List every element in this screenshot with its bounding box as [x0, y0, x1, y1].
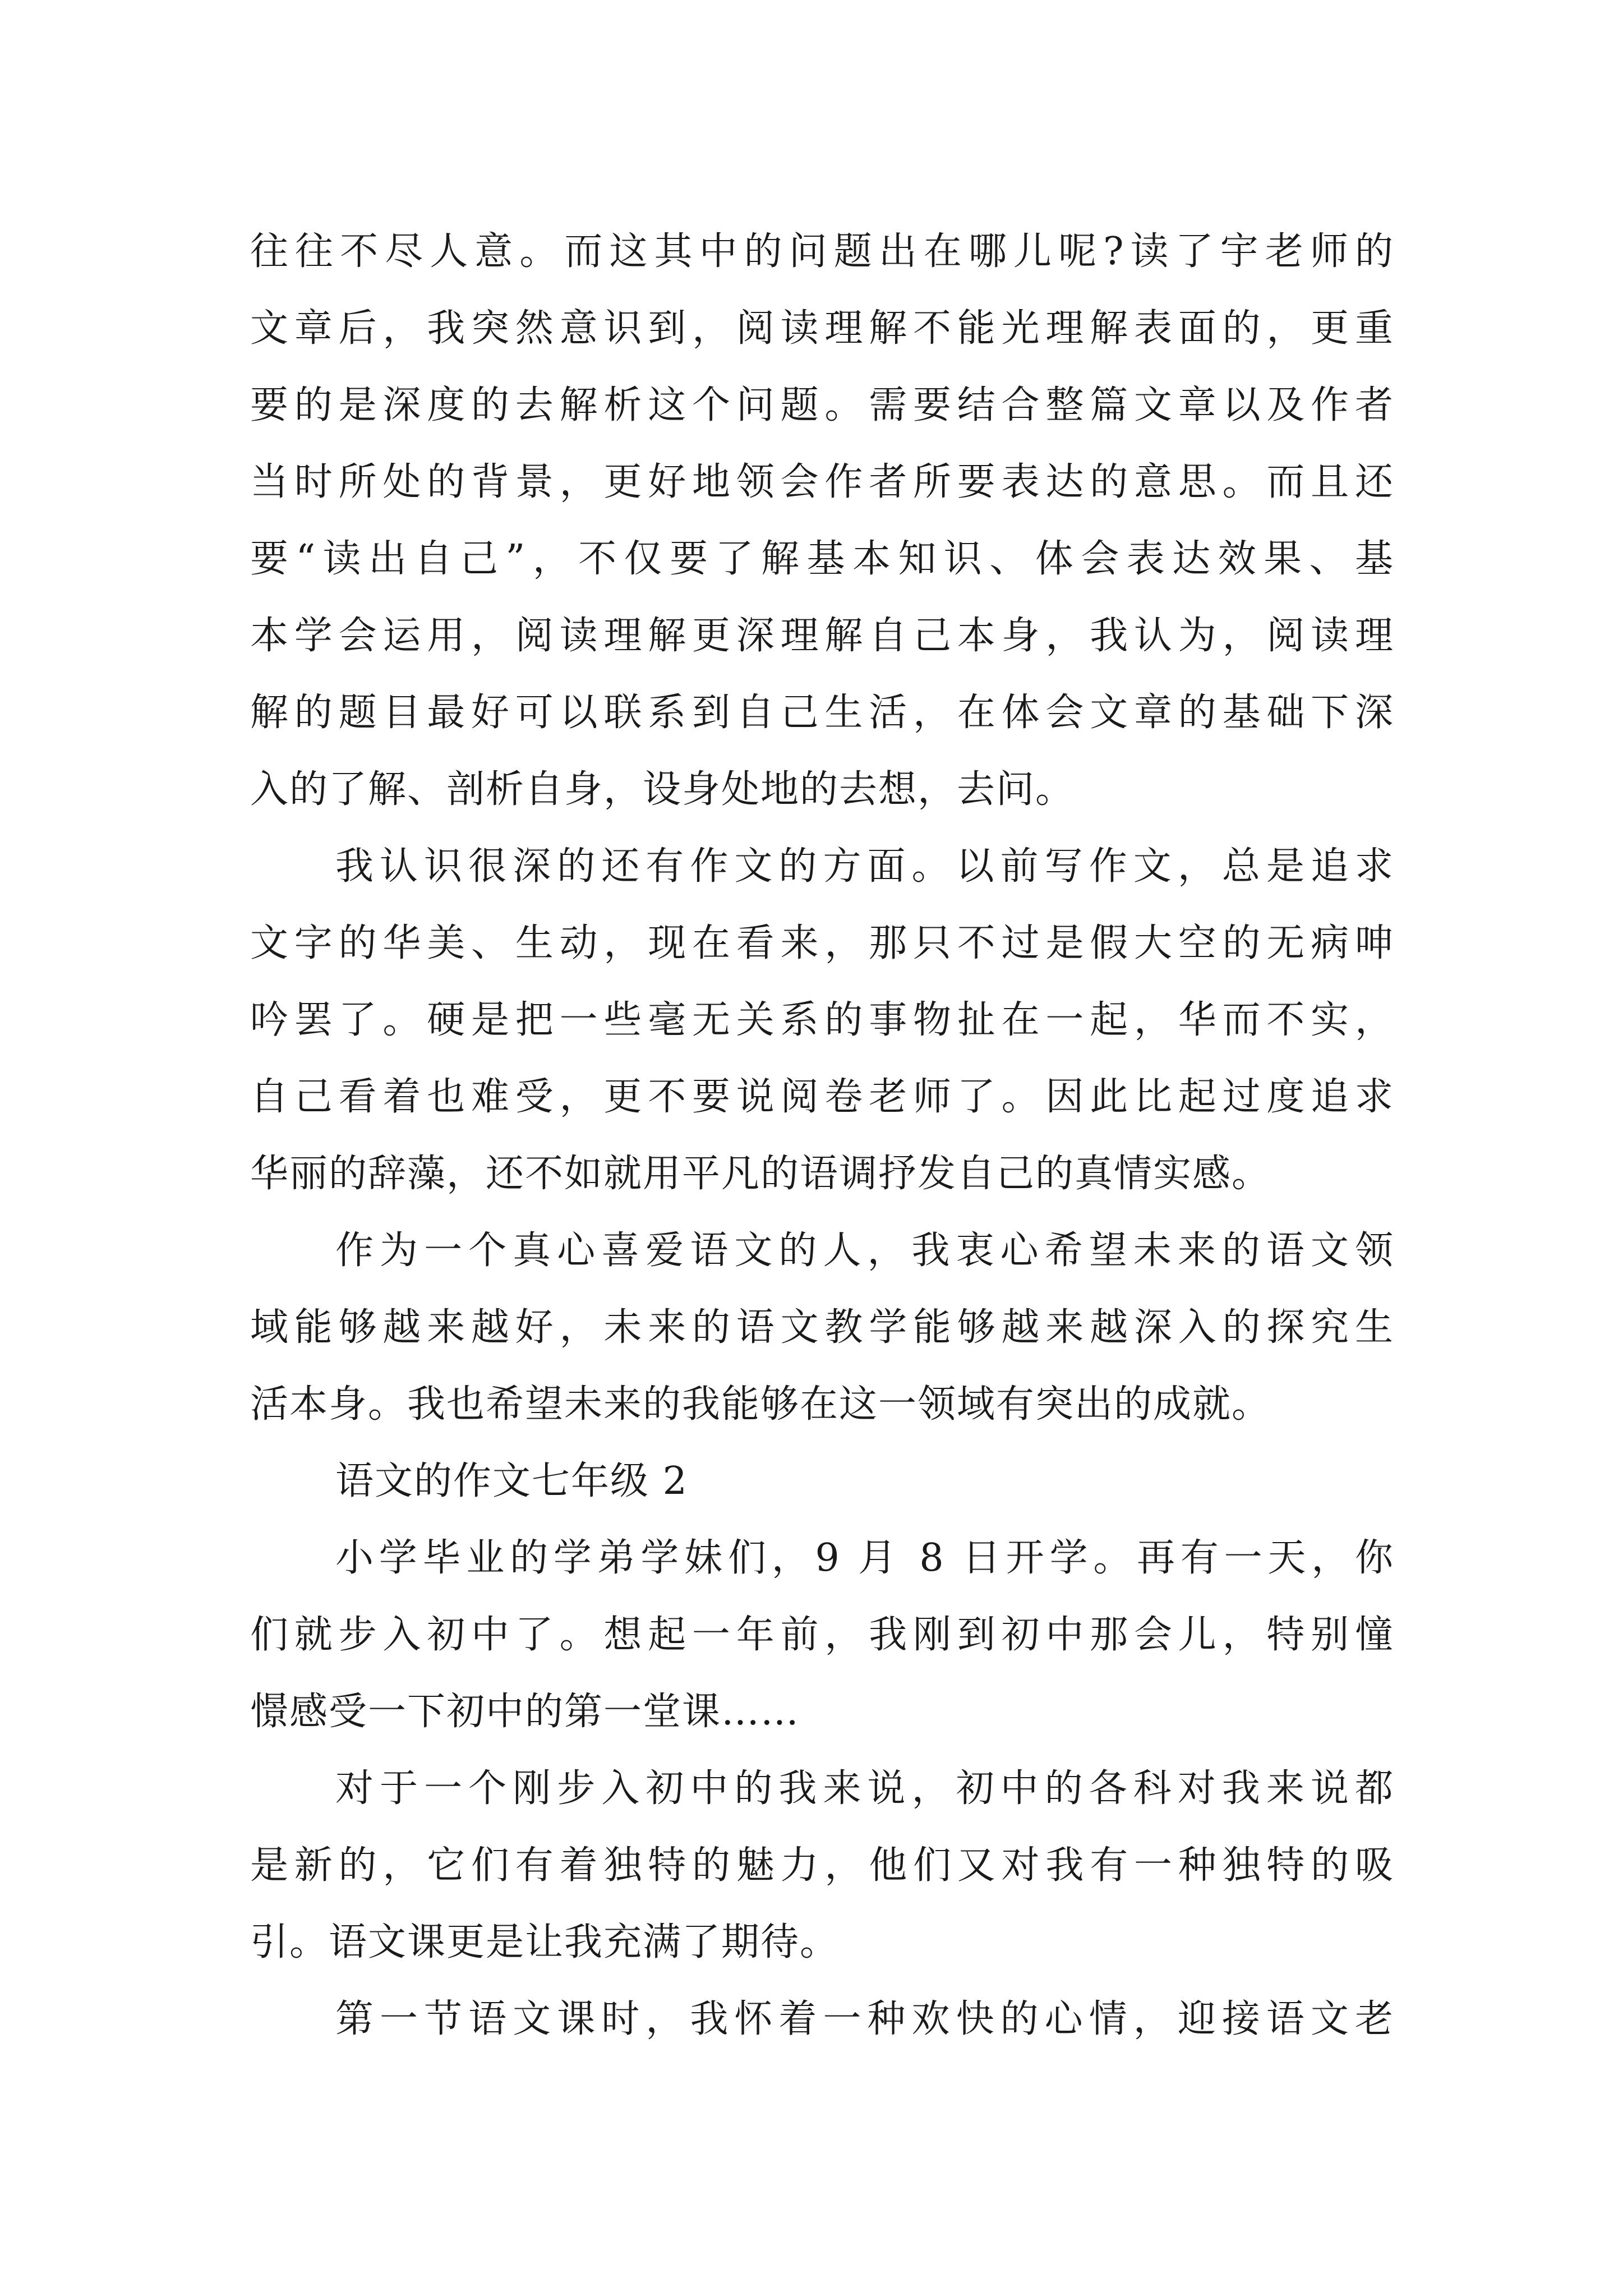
text-line: 解的题目最好可以联系到自己生活，在体会文章的基础下深 — [250, 691, 1394, 735]
paragraph — [250, 828, 1394, 1212]
text-line: 域能够越来越好，未来的语文教学能够越来越深入的探究生 — [250, 1305, 1394, 1350]
text-line: 吟罢了。硬是把一些毫无关系的事物扯在一起，华而不实， — [250, 998, 1394, 1042]
text-line: 我认识很深的还有作文的方面。以前写作文，总是追求 — [335, 844, 1394, 889]
document-body — [250, 213, 1394, 2058]
section-heading — [250, 1443, 1394, 1520]
text-line: 当时所处的背景，更好地领会作者所要表达的意思。而且还 — [250, 460, 1394, 504]
text-line: 憬感受一下初中的第一堂课…… — [250, 1690, 800, 1734]
text-line: 小学毕业的学弟学妹们，9 月 8 日开学。再有一天，你 — [335, 1536, 1394, 1580]
text-line: 是新的，它们有着独特的魅力，他们又对我有一种独特的吸 — [250, 1843, 1394, 1888]
text-line: 往往不尽人意。而这其中的问题出在哪儿呢?读了宇老师的 — [250, 229, 1394, 274]
text-line: 文字的华美、生动，现在看来，那只不过是假大空的无病呻 — [250, 921, 1394, 965]
text-line: 要“读出自己”，不仅要了解基本知识、体会表达效果、基 — [250, 537, 1394, 581]
text-line: 引。语文课更是让我充满了期待。 — [250, 1920, 840, 1964]
paragraph — [250, 1520, 1394, 1750]
text-line: 第一节语文课时，我怀着一种欢快的心情，迎接语文老 — [335, 1997, 1394, 2041]
text-line: 们就步入初中了。想起一年前，我刚到初中那会儿，特别憧 — [250, 1613, 1394, 1657]
paragraph — [250, 1212, 1394, 1443]
text-line: 本学会运用，阅读理解更深理解自己本身，我认为，阅读理 — [250, 614, 1394, 658]
heading-line: 语文的作文七年级 2 — [335, 1459, 688, 1503]
text-line: 作为一个真心喜爱语文的人，我衷心希望未来的语文领 — [335, 1228, 1394, 1273]
paragraph — [250, 213, 1394, 828]
text-line: 华丽的辞藻，还不如就用平凡的语调抒发自己的真情实感。 — [250, 1152, 1271, 1196]
text-line: 入的了解、剖析自身，设身处地的去想，去问。 — [250, 767, 1075, 812]
text-line: 自己看着也难受，更不要说阅卷老师了。因此比起过度追求 — [250, 1075, 1394, 1119]
paragraph — [250, 1981, 1394, 2058]
text-line: 要的是深度的去解析这个问题。需要结合整篇文章以及作者 — [250, 383, 1394, 427]
paragraph — [250, 1750, 1394, 1981]
text-line: 活本身。我也希望未来的我能够在这一领域有突出的成就。 — [250, 1382, 1271, 1427]
text-line: 文章后，我突然意识到，阅读理解不能光理解表面的，更重 — [250, 306, 1394, 351]
text-line: 对于一个刚步入初中的我来说，初中的各科对我来说都 — [335, 1766, 1394, 1811]
